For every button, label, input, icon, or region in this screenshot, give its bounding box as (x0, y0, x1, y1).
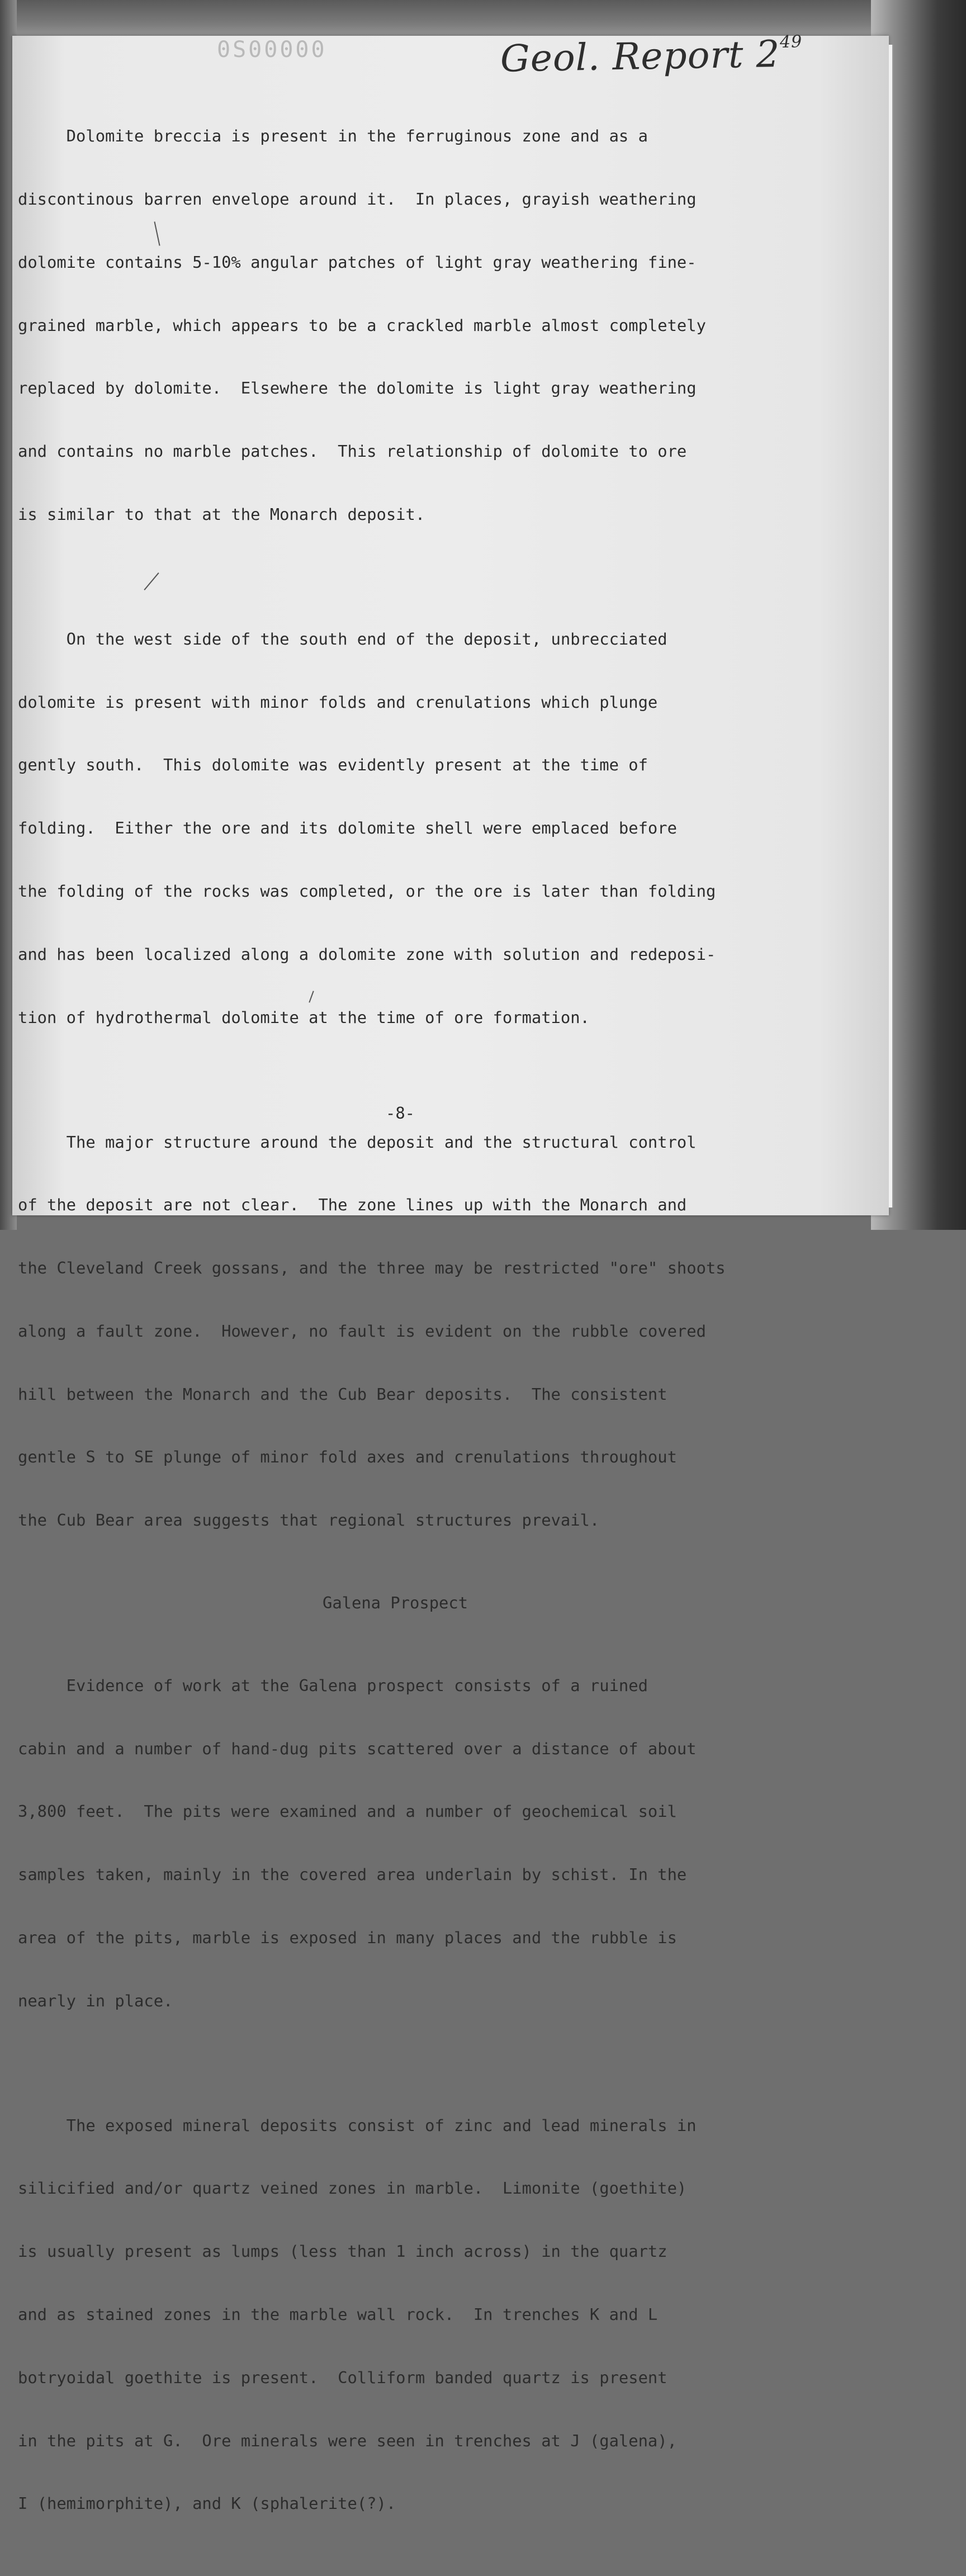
text-line: nearly in place. (18, 1991, 173, 2010)
text-line: cabin and a number of hand-dug pits scattered over a distance of about (18, 1739, 697, 1758)
text-line: Dolomite breccia is present in the ferruginous zone and as a (18, 126, 648, 146)
text-line: gently south. This dolomite was evidently present at the time of (18, 755, 648, 775)
text-line: The major structure around the deposit and the structural control (18, 1132, 697, 1152)
text-line: On the west side of the south end of the deposit, unbrecciated (18, 629, 667, 648)
text-line: is similar to that at the Monarch deposit. (18, 504, 425, 524)
section-heading: Galena Prospect (323, 1593, 468, 1612)
scan-border-top (0, 0, 966, 39)
text-line: is usually present as lumps (less than 1 inch across) in the quartz (18, 2242, 667, 2261)
paragraph-5 (18, 2073, 834, 2556)
text-line: The exposed mineral deposits consist of zinc and lead minerals in (18, 2115, 697, 2135)
text-line: grained marble, which appears to be a crackled marble almost completely (18, 315, 706, 335)
handwritten-sup: 49 (779, 32, 803, 52)
text-line: area of the pits, marble is exposed in many places and the rubble is (18, 1928, 677, 1947)
document-body (18, 84, 834, 2576)
text-line: silicified and/or quartz veined zones in marble. Limonite (goethite) (18, 2179, 687, 2198)
paragraph-4 (18, 1633, 834, 2054)
page-number: -8- (386, 1104, 415, 1123)
text-line: in the pits at G. Ore minerals were seen in trenches at J (galena), (18, 2431, 677, 2450)
handwritten-number: 2 (755, 32, 781, 76)
text-line: and has been localized along a dolomite zone with solution and redeposi- (18, 944, 716, 964)
text-line: gentle S to SE plunge of minor fold axes and crenulations throughout (18, 1447, 677, 1467)
text-line: I (hemimorphite), and K (sphalerite(?). (18, 2494, 396, 2513)
text-line: the Cub Bear area suggests that regional structures prevail. (18, 1510, 600, 1530)
paragraph-1 (18, 84, 834, 567)
text-line: along a fault zone. However, no fault is evident on the rubble covered (18, 1321, 706, 1341)
handwritten-label: Geol. Report (500, 33, 745, 80)
text-line: dolomite contains 5-10% angular patches of light gray weathering fine- (18, 252, 697, 272)
handwritten-annotation (500, 32, 803, 80)
text-line: 3,800 feet. The pits were examined and a number of geochemical soil (18, 1802, 677, 1821)
text-line: samples taken, mainly in the covered area underlain by schist. In the (18, 1865, 687, 1884)
text-line: botryoidal goethite is present. Colliform banded quartz is present (18, 2367, 667, 2387)
text-line: folding. Either the ore and its dolomite shell were emplaced before (18, 818, 677, 838)
stamp-number: 0S00000 (217, 37, 327, 63)
text-line: the folding of the rocks was completed, or the ore is later than folding (18, 881, 716, 901)
text-line: discontinous barren envelope around it. In places, grayish weathering (18, 189, 697, 209)
text-line: hill between the Monarch and the Cub Bear deposits. The consistent (18, 1384, 667, 1404)
text-line: the Cleveland Creek gossans, and the three may be restricted "ore" shoots (18, 1258, 726, 1278)
page-edge (889, 45, 893, 1208)
paragraph-3 (18, 1090, 834, 1573)
text-line: Evidence of work at the Galena prospect consists of a ruined (18, 1675, 648, 1695)
paragraph-2 (18, 587, 834, 1071)
text-line: tion of hydrothermal dolomite at the time of ore formation. (18, 1007, 590, 1027)
text-line: and contains no marble patches. This relationship of dolomite to ore (18, 442, 687, 461)
text-line: of the deposit are not clear. The zone lines up with the Monarch and (18, 1195, 687, 1215)
text-line: dolomite is present with minor folds and crenulations which plunge (18, 692, 658, 712)
text-line: replaced by dolomite. Elsewhere the dolomite is light gray weathering (18, 378, 697, 398)
text-line: and as stained zones in the marble wall rock. In trenches K and L (18, 2304, 658, 2324)
